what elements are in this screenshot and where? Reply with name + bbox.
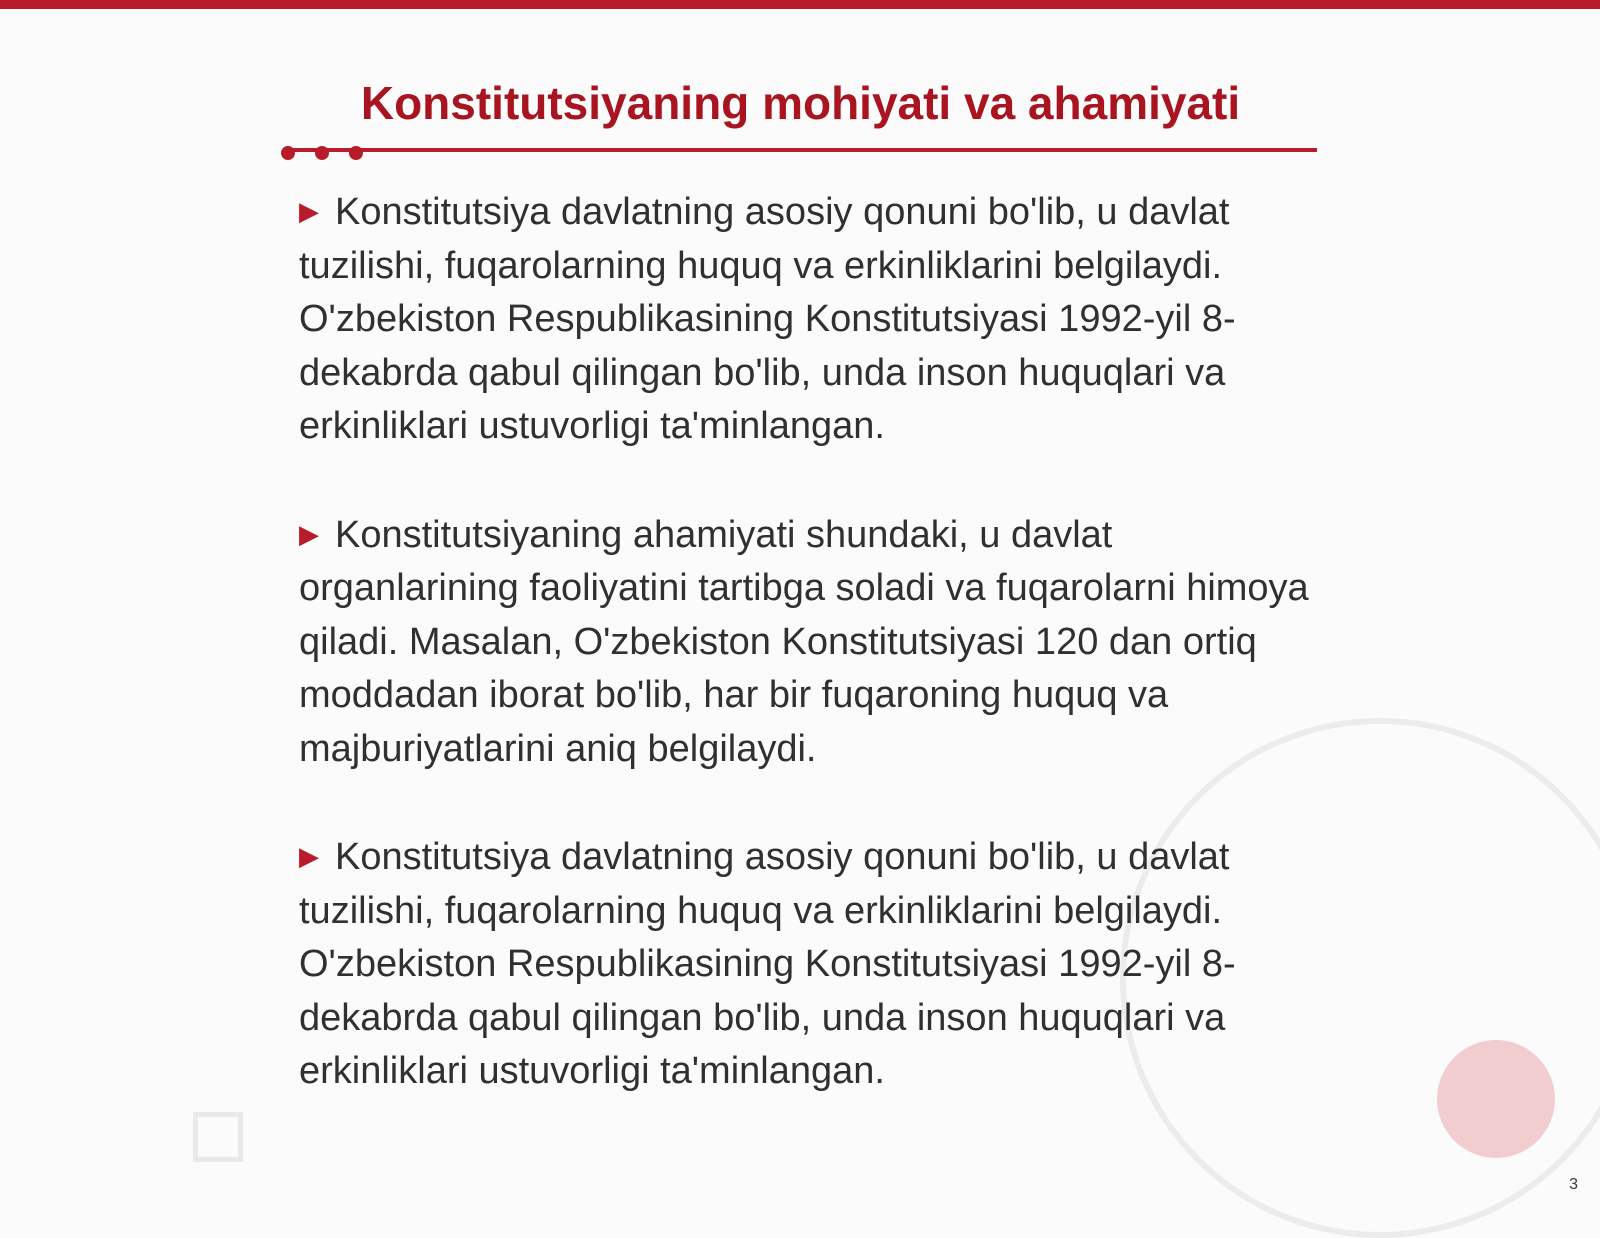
decorative-square xyxy=(193,1112,243,1162)
top-accent-bar xyxy=(0,0,1600,9)
title-block xyxy=(283,72,1318,134)
slide-content xyxy=(299,186,1319,1154)
slide-title: Konstitutsiyaning mohiyati va ahamiyati xyxy=(360,77,1241,129)
bullet-text: Konstitutsiya davlatning asosiy qonuni bo'lib, u davlat tuzilishi, fuqarolarning huquq va erkinliklarini belgilaydi. O'zbekiston Respublikasining Konstitutsiyasi 1992-yil 8-dekabrda qabul qilingan bo'lib, unda inson huquqlari va erkinliklari ustuvorligi ta'minlangan. xyxy=(299,836,1236,1092)
title-underline xyxy=(283,148,1317,152)
bullet-paragraph xyxy=(299,509,1319,777)
decorative-disc xyxy=(1437,1040,1555,1158)
title-dot xyxy=(315,146,329,160)
right-triangle-icon: ▶ xyxy=(299,518,319,549)
bullet-text: Konstitutsiya davlatning asosiy qonuni bo'lib, u davlat tuzilishi, fuqarolarning huquq va erkinliklarini belgilaydi. O'zbekiston Respublikasining Konstitutsiyasi 1992-yil 8-dekabrda qabul qilingan bo'lib, unda inson huquqlari va erkinliklari ustuvorligi ta'minlangan. xyxy=(299,191,1236,447)
bullet-text: Konstitutsiyaning ahamiyati shundaki, u davlat organlarining faoliyatini tartibga soladi va fuqarolarni himoya qiladi. Masalan, O'zbekiston Konstitutsiyasi 120 dan ortiq moddadan iborat bo'lib, har bir fuqaroning huquq va majburiyatlarini aniq belgilaydi. xyxy=(299,513,1309,770)
title-dot xyxy=(349,146,363,160)
bullet-paragraph xyxy=(299,831,1319,1099)
title-dot xyxy=(281,146,295,160)
right-triangle-icon: ▶ xyxy=(299,196,319,226)
bullet-paragraph xyxy=(299,186,1319,454)
slide-number: 3 xyxy=(1569,1176,1578,1193)
right-triangle-icon: ▶ xyxy=(299,841,319,871)
